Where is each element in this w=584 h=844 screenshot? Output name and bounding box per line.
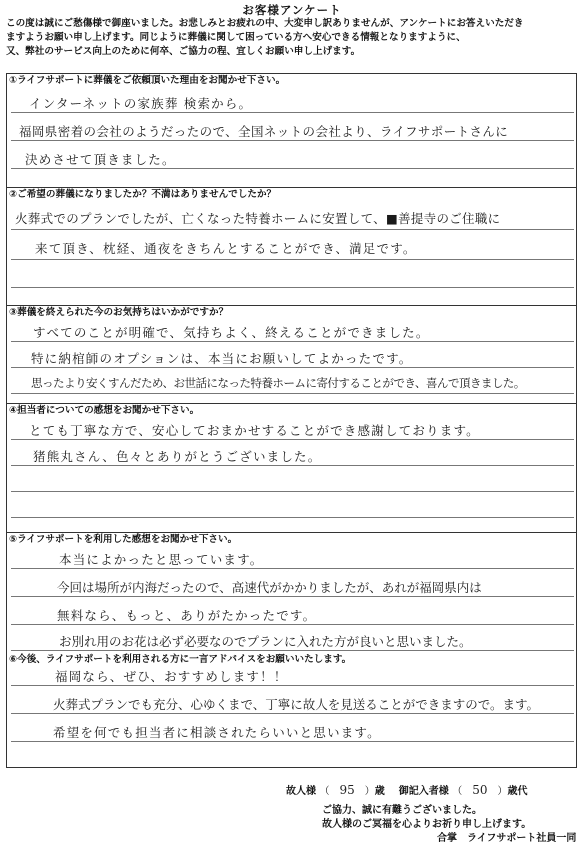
intro-text xyxy=(6,17,578,58)
question-2: ②ご希望の葬儀になりましたか？不満はありませんでしたか？ xyxy=(7,187,576,201)
age-info xyxy=(286,782,527,797)
answer-rule xyxy=(11,741,574,742)
answer-5-line-2: 今回は場所が内海だったので、高速代がかかりましたが、あれが福岡県内は xyxy=(57,580,482,595)
answer-rule xyxy=(11,287,574,288)
question-section-6 xyxy=(7,653,576,767)
answer-rule xyxy=(11,259,574,260)
signature-text: 合掌 ライフサポート社員一同 xyxy=(437,833,577,844)
answer-6-line-2: 火葬式プランでも充分、心ゆくまで、丁寧に故人を見送ることができますので。ます。 xyxy=(53,697,540,712)
deceased-label: 故人様 xyxy=(286,786,316,797)
answer-6-line-1: 福岡なら、ぜひ、おすすめします！！ xyxy=(55,669,288,684)
intro-line: ますようお願い申し上げます。同じように葬儀に関して困っている方へ安心できる情報となりますように、 xyxy=(6,31,466,43)
answer-6-line-3: 希望を何でも担当者に相談されたらいいと思います。 xyxy=(53,725,381,740)
answer-rule xyxy=(11,624,574,625)
answer-rule xyxy=(11,685,574,686)
answer-5-line-1: 本当によかったと思っています。 xyxy=(59,552,264,567)
deceased-age-field: （ 95 ） xyxy=(319,783,375,797)
respondent-suffix: 歳代 xyxy=(507,786,528,797)
question-1: ①ライフサポートに葬儀をご依頼頂いた理由をお聞かせ下さい。 xyxy=(9,75,286,86)
answer-rule xyxy=(11,650,574,651)
answer-rule xyxy=(11,229,574,230)
answer-rule xyxy=(11,713,574,714)
age-suffix: 歳 xyxy=(374,786,385,797)
answer-rule xyxy=(11,491,574,492)
intro-line: この度は誠にご愁傷様で御座いました。お悲しみとお疲れの中、大変申し訳ありませんが、アンケートにお答えいただき xyxy=(6,18,524,29)
question-4: ④担当者についての感想をお聞かせ下さい。 xyxy=(7,403,576,417)
answer-rule xyxy=(11,568,574,569)
answer-rule xyxy=(11,517,574,518)
respondent-age: 50 xyxy=(472,783,488,797)
question-3: ③葬儀を終えられた今のお気持ちはいかがですか？ xyxy=(7,305,576,319)
question-5: ⑤ライフサポートを利用した感想をお聞かせ下さい。 xyxy=(7,532,576,546)
respondent-label: 御記入者様 xyxy=(398,786,449,797)
answer-2-line-2: 来て頂き、枕経、通夜をきちんとすることができ、満足です。 xyxy=(35,241,417,256)
answer-rule xyxy=(11,112,574,113)
answer-1-line-1: インターネットの家族葬 検索から。 xyxy=(29,96,253,111)
answer-5-line-4: お別れ用のお花は必ず必要なのでプランに入れた方が良いと思いました。 xyxy=(59,634,472,649)
thanks-text: ご協力、誠に有難うございました。 xyxy=(322,805,482,816)
question-section-4 xyxy=(7,403,576,532)
question-6: ⑥今後、ライフサポートを利用される方に一言アドバイスをお願いいたします。 xyxy=(9,654,352,665)
question-section-1 xyxy=(7,74,576,187)
answer-rule xyxy=(11,596,574,597)
answer-5-line-3: 無料なら、もっと、ありがたかったです。 xyxy=(57,608,317,623)
answer-rule xyxy=(11,465,574,466)
survey-form xyxy=(6,73,577,768)
answer-3-line-3: 思ったより安くすんだため、お世話になった特養ホームに寄付することができ、喜んで頂きました。 xyxy=(31,376,525,390)
answer-rule xyxy=(11,439,574,440)
answer-rule xyxy=(11,168,574,169)
survey-title: お客様アンケート xyxy=(242,3,342,17)
answer-2-line-1: 火葬式でのプランでしたが、亡くなった特養ホームに安置して、■善提寺のご住職に xyxy=(15,211,501,226)
answer-3-line-2: 特に納棺師のオプションは、本当にお願いしてよかったです。 xyxy=(31,351,413,366)
question-section-3 xyxy=(7,305,576,403)
deceased-age: 95 xyxy=(339,783,355,797)
prayer-text: 故人様のご冥福を心よりお祈り申し上げます。 xyxy=(322,819,532,830)
answer-rule xyxy=(11,393,574,394)
answer-4-line-2: 猪熊丸さん、色々とありがとうございました。 xyxy=(33,449,322,464)
answer-rule xyxy=(11,140,574,141)
question-section-2 xyxy=(7,187,576,305)
question-section-5 xyxy=(7,532,576,653)
answer-4-line-1: とても丁寧な方で、安心しておまかせすることができ感謝しております。 xyxy=(29,423,480,438)
answer-1-line-3: 決めさせて頂きました。 xyxy=(25,152,176,167)
answer-3-line-1: すべてのことが明確で、気持ちよく、終えることができました。 xyxy=(33,325,430,340)
answer-rule xyxy=(11,367,574,368)
respondent-age-field: （ 50 ） xyxy=(452,783,508,797)
answer-rule xyxy=(11,341,574,342)
intro-line: 又、弊社のサービス向上のために何卒、ご協力の程、宜しくお願い申し上げます。 xyxy=(6,45,361,57)
answer-1-line-2: 福岡県密着の会社のようだったので、全国ネットの会社より、ライフサポートさんに xyxy=(19,124,509,139)
